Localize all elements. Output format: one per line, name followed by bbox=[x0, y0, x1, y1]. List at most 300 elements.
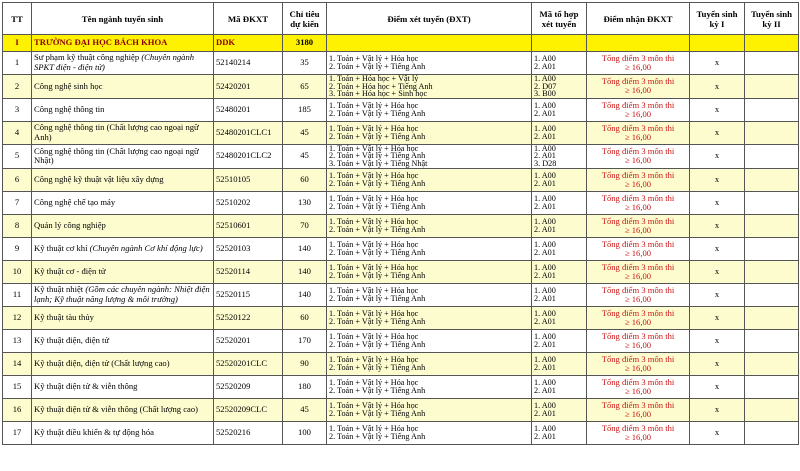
row-name bbox=[32, 75, 214, 99]
row-round1: x bbox=[690, 98, 745, 121]
row-name-note: (Chuyên ngành Cơ khí động lực) bbox=[89, 242, 203, 253]
section-blank bbox=[532, 35, 587, 52]
section-name: TRƯỜNG ĐẠI HỌC BÁCH KHOA bbox=[32, 35, 214, 52]
row-quota: 140 bbox=[283, 283, 327, 306]
row-tt: 6 bbox=[3, 168, 32, 191]
row-threshold bbox=[587, 75, 690, 99]
subject-line: 1. Toán + Vật lý + Hóa học bbox=[329, 285, 419, 295]
row-tt: 3 bbox=[3, 98, 32, 121]
table-row bbox=[3, 375, 799, 398]
combo-line: 2. A01 bbox=[534, 178, 556, 188]
row-quota: 45 bbox=[283, 398, 327, 421]
combo-line: 2. A01 bbox=[534, 151, 556, 161]
subject-line: 2. Toán + Vật lý + Tiếng Anh bbox=[329, 131, 426, 141]
combo-line: 2. A01 bbox=[534, 385, 556, 395]
table-row bbox=[3, 121, 799, 144]
row-name bbox=[32, 306, 214, 329]
row-tt: 12 bbox=[3, 306, 32, 329]
row-combos bbox=[532, 75, 587, 99]
row-tt: 1 bbox=[3, 52, 32, 75]
row-threshold bbox=[587, 375, 690, 398]
row-name bbox=[32, 329, 214, 352]
header-criteria: Điểm xét tuyển (ĐXT) bbox=[327, 3, 532, 35]
subject-line: 1. Toán + Vật lý + Hóa học bbox=[329, 193, 419, 203]
table-row bbox=[3, 398, 799, 421]
row-code: 52480201CLC1 bbox=[214, 121, 283, 144]
row-tt: 7 bbox=[3, 191, 32, 214]
header-name: Tên ngành tuyển sinh bbox=[32, 3, 214, 35]
row-threshold bbox=[587, 214, 690, 237]
row-combos bbox=[532, 283, 587, 306]
row-round2 bbox=[745, 329, 799, 352]
row-round2 bbox=[745, 168, 799, 191]
subject-line: 2. Toán + Vật lý + Tiếng Anh bbox=[329, 178, 426, 188]
row-threshold bbox=[587, 260, 690, 283]
row-round1: x bbox=[690, 121, 745, 144]
row-name-text: Công nghệ thông tin (Chất lượng cao ngoại ngữ Anh) bbox=[34, 122, 199, 142]
table-row bbox=[3, 144, 799, 168]
row-code: 52520209 bbox=[214, 375, 283, 398]
threshold-line: ≥ 16,00 bbox=[624, 62, 652, 72]
row-name-text: Kỹ thuật điện, điện tử (Chất lượng cao) bbox=[34, 357, 170, 368]
row-name bbox=[32, 352, 214, 375]
table-row bbox=[3, 421, 799, 444]
row-quota: 185 bbox=[283, 98, 327, 121]
row-tt: 17 bbox=[3, 421, 32, 444]
threshold-line: ≥ 16,00 bbox=[624, 108, 652, 119]
row-round2 bbox=[745, 283, 799, 306]
row-subjects bbox=[327, 306, 532, 329]
combo-line: 1. A00 bbox=[534, 239, 556, 249]
combo-line: 1. A00 bbox=[534, 216, 556, 226]
threshold-line: ≥ 16,00 bbox=[624, 316, 652, 327]
row-round1: x bbox=[690, 168, 745, 191]
threshold-line: ≥ 16,00 bbox=[624, 224, 652, 235]
combo-line: 2. A01 bbox=[534, 201, 556, 211]
combo-line: 2. A01 bbox=[534, 224, 556, 234]
subject-line: 1. Toán + Vật lý + Hóa học bbox=[329, 262, 419, 272]
combo-line: 1. A00 bbox=[534, 262, 556, 272]
subject-line: 1. Toán + Vật lý + Hóa học bbox=[329, 308, 419, 318]
threshold-line: Tổng điểm 3 môn thi bbox=[601, 169, 675, 180]
row-threshold bbox=[587, 237, 690, 260]
row-name bbox=[32, 421, 214, 444]
row-quota: 140 bbox=[283, 260, 327, 283]
row-tt: 16 bbox=[3, 398, 32, 421]
row-name-text: Quản lý công nghiệp bbox=[34, 219, 106, 230]
row-name bbox=[32, 168, 214, 191]
subject-line: 1. Toán + Vật lý + Hóa học bbox=[329, 216, 419, 226]
row-threshold bbox=[587, 283, 690, 306]
row-combos bbox=[532, 98, 587, 121]
threshold-line: ≥ 16,00 bbox=[624, 85, 652, 96]
row-subjects bbox=[327, 237, 532, 260]
row-subjects bbox=[327, 214, 532, 237]
row-name-text: Công nghệ thông tin (Chất lượng cao ngoại ngữ Nhật) bbox=[34, 145, 199, 166]
row-combos bbox=[532, 191, 587, 214]
row-name-text: Kỹ thuật cơ khí bbox=[34, 242, 88, 253]
combo-line: 2. A01 bbox=[534, 362, 556, 372]
combo-line: 1. A00 bbox=[534, 144, 556, 153]
row-round1: x bbox=[690, 283, 745, 306]
row-round2 bbox=[745, 144, 799, 168]
table-row bbox=[3, 283, 799, 306]
threshold-line: ≥ 16,00 bbox=[624, 178, 652, 189]
threshold-line: Tổng điểm 3 môn thi bbox=[601, 422, 675, 433]
row-round1: x bbox=[690, 398, 745, 421]
row-subjects bbox=[327, 121, 532, 144]
admissions-table bbox=[2, 2, 799, 445]
row-round2 bbox=[745, 375, 799, 398]
row-name bbox=[32, 52, 214, 75]
row-combos bbox=[532, 421, 587, 444]
row-name-text: Kỹ thuật tàu thủy bbox=[34, 311, 94, 322]
header-code: Mã ĐKXT bbox=[214, 3, 283, 35]
row-code: 52510202 bbox=[214, 191, 283, 214]
threshold-line: ≥ 16,00 bbox=[624, 431, 652, 442]
subject-line: 1. Toán + Vật lý + Hóa học bbox=[329, 377, 419, 387]
header-round2: Tuyển sinh kỳ II bbox=[745, 3, 799, 35]
row-quota: 170 bbox=[283, 329, 327, 352]
row-code: 52510601 bbox=[214, 214, 283, 237]
row-threshold bbox=[587, 52, 690, 75]
combo-line: 2. A01 bbox=[534, 431, 556, 441]
combo-line: 2. A01 bbox=[534, 131, 556, 141]
row-name bbox=[32, 283, 214, 306]
subject-line: 1. Toán + Vật lý + Hóa học bbox=[329, 331, 419, 341]
combo-line: 2. A01 bbox=[534, 247, 556, 257]
row-name-text: Sư phạm kỹ thuật công nghiệp bbox=[34, 52, 140, 63]
row-subjects bbox=[327, 352, 532, 375]
row-subjects bbox=[327, 75, 532, 99]
subject-line: 2. Toán + Hóa học + Tiếng Anh bbox=[329, 81, 433, 91]
row-combos bbox=[532, 168, 587, 191]
row-name bbox=[32, 398, 214, 421]
combo-line: 1. A00 bbox=[534, 354, 556, 364]
subject-line: 1. Toán + Vật lý + Hóa học bbox=[329, 144, 419, 153]
row-combos bbox=[532, 352, 587, 375]
threshold-line: Tổng điểm 3 môn thi bbox=[601, 284, 675, 295]
row-round1: x bbox=[690, 237, 745, 260]
threshold-line: ≥ 16,00 bbox=[624, 339, 652, 350]
threshold-line: Tổng điểm 3 môn thi bbox=[601, 122, 675, 133]
row-tt: 11 bbox=[3, 283, 32, 306]
row-tt: 9 bbox=[3, 237, 32, 260]
row-combos bbox=[532, 398, 587, 421]
combo-line: 2. A01 bbox=[534, 108, 556, 118]
threshold-line: Tổng điểm 3 môn thi bbox=[601, 238, 675, 249]
combo-line: 1. A00 bbox=[534, 193, 556, 203]
row-name bbox=[32, 260, 214, 283]
row-threshold bbox=[587, 352, 690, 375]
row-combos bbox=[532, 214, 587, 237]
threshold-line: Tổng điểm 3 môn thi bbox=[601, 399, 675, 410]
row-name-text: Công nghệ thông tin bbox=[34, 103, 105, 114]
row-quota: 45 bbox=[283, 144, 327, 168]
row-quota: 70 bbox=[283, 214, 327, 237]
section-tt: I bbox=[3, 35, 32, 52]
header-quota: Chỉ tiêu dự kiến bbox=[283, 3, 327, 35]
combo-line: 2. D07 bbox=[534, 81, 557, 91]
row-round1: x bbox=[690, 306, 745, 329]
threshold-line: ≥ 16,00 bbox=[624, 293, 652, 304]
threshold-line: ≥ 16,00 bbox=[624, 247, 652, 258]
table-row bbox=[3, 306, 799, 329]
threshold-line: ≥ 16,00 bbox=[624, 385, 652, 396]
row-code: 52520201 bbox=[214, 329, 283, 352]
combo-line: 1. A00 bbox=[534, 54, 556, 64]
row-quota: 65 bbox=[283, 75, 327, 99]
row-tt: 10 bbox=[3, 260, 32, 283]
row-name-text: Kỹ thuật điện tử & viễn thông (Chất lượng cao) bbox=[34, 403, 198, 414]
row-round2 bbox=[745, 214, 799, 237]
section-row bbox=[3, 35, 799, 52]
row-threshold bbox=[587, 98, 690, 121]
row-tt: 2 bbox=[3, 75, 32, 99]
combo-line: 1. A00 bbox=[534, 285, 556, 295]
subject-line: 1. Toán + Vật lý + Hóa học bbox=[329, 354, 419, 364]
row-code: 52520122 bbox=[214, 306, 283, 329]
subject-line: 1. Toán + Vật lý + Hóa học bbox=[329, 170, 419, 180]
subject-line: 2. Toán + Vật lý + Tiếng Anh bbox=[329, 62, 426, 71]
row-combos bbox=[532, 52, 587, 75]
row-round1: x bbox=[690, 214, 745, 237]
row-combos bbox=[532, 375, 587, 398]
threshold-line: ≥ 16,00 bbox=[624, 155, 652, 166]
row-name bbox=[32, 98, 214, 121]
row-quota: 180 bbox=[283, 375, 327, 398]
table-row bbox=[3, 191, 799, 214]
row-combos bbox=[532, 237, 587, 260]
threshold-line: ≥ 16,00 bbox=[624, 408, 652, 419]
combo-line: 2. A01 bbox=[534, 339, 556, 349]
subject-line: 1. Toán + Vật lý + Hóa học bbox=[329, 101, 419, 111]
row-threshold bbox=[587, 191, 690, 214]
combo-line: 1. A00 bbox=[534, 124, 556, 134]
row-code: 52520103 bbox=[214, 237, 283, 260]
row-threshold bbox=[587, 121, 690, 144]
row-name bbox=[32, 144, 214, 168]
section-code: DDK bbox=[214, 35, 283, 52]
row-subjects bbox=[327, 398, 532, 421]
subject-line: 2. Toán + Vật lý + Tiếng Anh bbox=[329, 270, 426, 280]
subject-line: 2. Toán + Vật lý + Tiếng Anh bbox=[329, 385, 426, 395]
row-quota: 90 bbox=[283, 352, 327, 375]
row-threshold bbox=[587, 329, 690, 352]
row-tt: 13 bbox=[3, 329, 32, 352]
row-combos bbox=[532, 260, 587, 283]
table-row bbox=[3, 98, 799, 121]
row-round2 bbox=[745, 98, 799, 121]
row-name-note: (Gồm các chuyên ngành: Nhiệt điện lạnh; Kỹ thuật năng lượng & môi trường) bbox=[34, 283, 210, 304]
row-round1: x bbox=[690, 421, 745, 444]
combo-line: 2. A01 bbox=[534, 408, 556, 418]
combo-line: 3. D28 bbox=[534, 158, 557, 168]
row-subjects bbox=[327, 283, 532, 306]
combo-line: 2. A01 bbox=[534, 293, 556, 303]
row-name-text: Kỹ thuật điện tử & viễn thông bbox=[34, 380, 138, 391]
row-code: 52510105 bbox=[214, 168, 283, 191]
subject-line: 2. Toán + Vật lý + Tiếng Anh bbox=[329, 362, 426, 372]
row-quota: 45 bbox=[283, 121, 327, 144]
section-blank bbox=[745, 35, 799, 52]
header-tt: TT bbox=[3, 3, 32, 35]
row-threshold bbox=[587, 168, 690, 191]
section-blank bbox=[587, 35, 690, 52]
row-code: 52520209CLC bbox=[214, 398, 283, 421]
table-row bbox=[3, 352, 799, 375]
combo-line: 3. B00 bbox=[534, 89, 556, 99]
row-round1: x bbox=[690, 144, 745, 168]
row-combos bbox=[532, 306, 587, 329]
subject-line: 3. Toán + Hóa học + Sinh học bbox=[329, 89, 428, 99]
combo-line: 2. A01 bbox=[534, 62, 556, 71]
row-name bbox=[32, 237, 214, 260]
row-subjects bbox=[327, 329, 532, 352]
subject-line: 2. Toán + Vật lý + Tiếng Anh bbox=[329, 201, 426, 211]
table-row bbox=[3, 52, 799, 75]
subject-line: 2. Toán + Vật lý + Tiếng Anh bbox=[329, 108, 426, 118]
subject-line: 2. Toán + Vật lý + Tiếng Anh bbox=[329, 408, 426, 418]
row-name-text: Kỹ thuật điện, điện tử bbox=[34, 334, 110, 345]
row-name-text: Kỹ thuật điều khiển & tự động hóa bbox=[34, 426, 154, 437]
row-quota: 130 bbox=[283, 191, 327, 214]
row-round2 bbox=[745, 52, 799, 75]
subject-line: 2. Toán + Vật lý + Tiếng Anh bbox=[329, 293, 426, 303]
row-round1: x bbox=[690, 191, 745, 214]
row-threshold bbox=[587, 398, 690, 421]
combo-line: 2. A01 bbox=[534, 270, 556, 280]
threshold-line: Tổng điểm 3 môn thi bbox=[601, 353, 675, 364]
threshold-line: Tổng điểm 3 môn thi bbox=[601, 76, 675, 87]
threshold-line: Tổng điểm 3 môn thi bbox=[601, 99, 675, 110]
subject-line: 2. Toán + Vật lý + Tiếng Anh bbox=[329, 247, 426, 257]
subject-line: 2. Toán + Vật lý + Tiếng Anh bbox=[329, 151, 426, 161]
row-combos bbox=[532, 121, 587, 144]
subject-line: 1. Toán + Vật lý + Hóa học bbox=[329, 239, 419, 249]
combo-line: 1. A00 bbox=[534, 74, 556, 83]
row-round2 bbox=[745, 260, 799, 283]
row-name-text: Công nghệ chế tạo máy bbox=[34, 196, 116, 207]
row-round2 bbox=[745, 306, 799, 329]
row-name-text: Kỹ thuật nhiệt bbox=[34, 283, 84, 294]
row-subjects bbox=[327, 144, 532, 168]
row-code: 52480201 bbox=[214, 98, 283, 121]
table-row bbox=[3, 168, 799, 191]
header-row bbox=[3, 3, 799, 35]
header-round1: Tuyển sinh kỳ I bbox=[690, 3, 745, 35]
combo-line: 2. A01 bbox=[534, 316, 556, 326]
row-subjects bbox=[327, 375, 532, 398]
row-threshold bbox=[587, 144, 690, 168]
row-name-text: Kỹ thuật cơ - điện tử bbox=[34, 265, 106, 276]
subject-line: 1. Toán + Vật lý + Hóa học bbox=[329, 54, 419, 64]
row-code: 52420201 bbox=[214, 75, 283, 99]
row-round2 bbox=[745, 75, 799, 99]
row-quota: 60 bbox=[283, 168, 327, 191]
row-subjects bbox=[327, 260, 532, 283]
threshold-line: ≥ 16,00 bbox=[624, 131, 652, 142]
row-round1: x bbox=[690, 352, 745, 375]
combo-line: 1. A00 bbox=[534, 308, 556, 318]
threshold-line: Tổng điểm 3 môn thi bbox=[601, 146, 675, 157]
table-row bbox=[3, 329, 799, 352]
row-subjects bbox=[327, 191, 532, 214]
row-round2 bbox=[745, 398, 799, 421]
row-code: 52140214 bbox=[214, 52, 283, 75]
row-name-text: Công nghệ kỹ thuật vật liệu xây dựng bbox=[34, 173, 164, 184]
subject-line: 2. Toán + Vật lý + Tiếng Anh bbox=[329, 431, 426, 441]
section-blank bbox=[327, 35, 532, 52]
subject-line: 1. Toán + Vật lý + Hóa học bbox=[329, 124, 419, 134]
table-row bbox=[3, 214, 799, 237]
threshold-line: Tổng điểm 3 môn thi bbox=[601, 307, 675, 318]
row-tt: 15 bbox=[3, 375, 32, 398]
subject-line: 1. Toán + Vật lý + Hóa học bbox=[329, 400, 419, 410]
threshold-line: ≥ 16,00 bbox=[624, 201, 652, 212]
table-row bbox=[3, 260, 799, 283]
row-quota: 60 bbox=[283, 306, 327, 329]
subject-line: 1. Toán + Hóa học + Vật lý bbox=[329, 74, 419, 83]
header-combo: Mã tổ hợp xét tuyển bbox=[532, 3, 587, 35]
row-round1: x bbox=[690, 75, 745, 99]
row-subjects bbox=[327, 98, 532, 121]
row-round2 bbox=[745, 421, 799, 444]
table-row bbox=[3, 75, 799, 99]
threshold-line: Tổng điểm 3 môn thi bbox=[601, 261, 675, 272]
row-quota: 100 bbox=[283, 421, 327, 444]
row-threshold bbox=[587, 421, 690, 444]
section-quota: 3180 bbox=[283, 35, 327, 52]
row-subjects bbox=[327, 421, 532, 444]
subject-line: 2. Toán + Vật lý + Tiếng Anh bbox=[329, 224, 426, 234]
threshold-line: ≥ 16,00 bbox=[624, 362, 652, 373]
row-tt: 14 bbox=[3, 352, 32, 375]
subject-line: 2. Toán + Vật lý + Tiếng Anh bbox=[329, 316, 426, 326]
row-combos bbox=[532, 144, 587, 168]
subject-line: 3. Toán + Vật lý + Tiếng Nhật bbox=[329, 158, 428, 168]
threshold-line: ≥ 16,00 bbox=[624, 270, 652, 281]
subject-line: 1. Toán + Vật lý + Hóa học bbox=[329, 423, 419, 433]
section-blank bbox=[690, 35, 745, 52]
row-subjects bbox=[327, 168, 532, 191]
row-round1: x bbox=[690, 260, 745, 283]
row-code: 52520115 bbox=[214, 283, 283, 306]
row-threshold bbox=[587, 306, 690, 329]
threshold-line: Tổng điểm 3 môn thi bbox=[601, 376, 675, 387]
row-tt: 5 bbox=[3, 144, 32, 168]
row-name bbox=[32, 375, 214, 398]
row-code: 52480201CLC2 bbox=[214, 144, 283, 168]
combo-line: 1. A00 bbox=[534, 101, 556, 111]
header-threshold: Điểm nhận ĐKXT bbox=[587, 3, 690, 35]
row-round2 bbox=[745, 191, 799, 214]
combo-line: 1. A00 bbox=[534, 331, 556, 341]
row-tt: 4 bbox=[3, 121, 32, 144]
subject-line: 2. Toán + Vật lý + Tiếng Anh bbox=[329, 339, 426, 349]
row-round1: x bbox=[690, 52, 745, 75]
row-quota: 35 bbox=[283, 52, 327, 75]
threshold-line: Tổng điểm 3 môn thi bbox=[601, 215, 675, 226]
row-combos bbox=[532, 329, 587, 352]
row-code: 52520201CLC bbox=[214, 352, 283, 375]
combo-line: 1. A00 bbox=[534, 400, 556, 410]
row-subjects bbox=[327, 52, 532, 75]
row-name-note: (Chuyên ngành SPKT điện - điện tử) bbox=[34, 52, 195, 72]
row-round1: x bbox=[690, 375, 745, 398]
threshold-line: Tổng điểm 3 môn thi bbox=[601, 330, 675, 341]
combo-line: 1. A00 bbox=[534, 377, 556, 387]
